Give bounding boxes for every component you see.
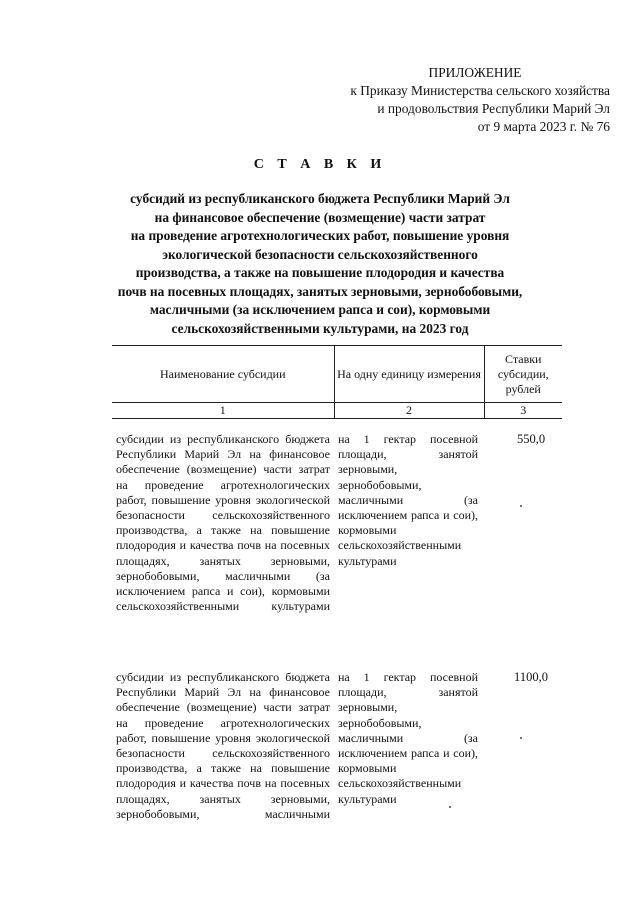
unit-cell: на 1 гектар посевной площади, занятой зерновыми, зернобобовыми, масличными (за исключением рапса и сои), кормовыми сельскохозяйственными культурами (338, 432, 478, 568)
unit-cell: на 1 гектар посевной площади, занятой зерновыми, зернобобовыми, масличными (за исключением рапса и сои), кормовыми сельскохозяйственными культурами (338, 670, 478, 806)
subtitle-line: сельскохозяйственными культурами, на 2023 год (171, 320, 469, 336)
subsidy-name-cell: субсидии из республиканского бюджета Республики Марий Эл на финансовое обеспечение (возмещение) части затрат на проведение агротехнологических работ, повышение уровня экологической безопасности сельскохозяйственного производства, а также на повышение плодородия и качества почв на посевных площадях, занятых зерновыми, зернобобовыми, масличными (116, 670, 330, 821)
appendix-title: ПРИЛОЖЕНИЕ (428, 65, 522, 80)
appendix-line: к Приказу Министерства сельского хозяйства (350, 83, 610, 98)
header-rate: Ставки субсидии, рублей (484, 346, 562, 403)
document-subtitle (100, 190, 540, 338)
subtitle-line: субсидий из республиканского бюджета Республики Марий Эл (130, 191, 510, 206)
appendix-line: от 9 марта 2023 г. № 76 (477, 119, 610, 134)
appendix-block (280, 64, 610, 136)
subtitle-line: масличными (за исключением рапса и сои), кормовыми (149, 302, 491, 317)
header-subsidy-name: Наименование субсидии (112, 346, 334, 403)
header-unit: На одну единицу измерения (334, 346, 484, 403)
scan-speck (520, 505, 522, 507)
column-number: 2 (334, 403, 484, 419)
scan-speck (449, 806, 451, 808)
rates-table-header (112, 345, 562, 419)
subsidy-name-cell: субсидии из республиканского бюджета Республики Марий Эл на финансовое обеспечение (возмещение) части затрат на проведение агротехнологических работ, повышение уровня экологической безопасности сельскохозяйственного производства, а также на повышение плодородия и качества почв на посевных площадях, занятых зерновыми, зернобобовыми, масличными (за исключением рапса и сои), кормовыми сельскохозяйственными культурами (116, 432, 330, 614)
column-number: 1 (112, 403, 334, 419)
column-header-row (112, 346, 562, 403)
column-number: 3 (484, 403, 562, 419)
subtitle-line: почв на посевных площадях, занятых зерновыми, зернобобовыми, (117, 283, 523, 299)
rate-cell: 550,0 (516, 432, 546, 446)
subtitle-line: производства, а также на повышение плодородия и качества (135, 265, 505, 280)
rate-cell: 1100,0 (514, 670, 548, 684)
scan-speck (520, 737, 522, 739)
document-heading: С Т А В К И (253, 157, 387, 172)
column-number-row (112, 403, 562, 419)
table-row (116, 432, 562, 670)
subtitle-line: на проведение агротехнологических работ, повышение уровня (130, 228, 510, 243)
appendix-line: и продовольствия Республики Марий Эл (377, 101, 610, 116)
subtitle-line: экологической безопасности сельскохозяйственного (162, 246, 478, 262)
subtitle-line: на финансовое обеспечение (возмещение) части затрат (154, 209, 486, 225)
rates-table-body (116, 432, 562, 908)
table-row (116, 670, 562, 908)
